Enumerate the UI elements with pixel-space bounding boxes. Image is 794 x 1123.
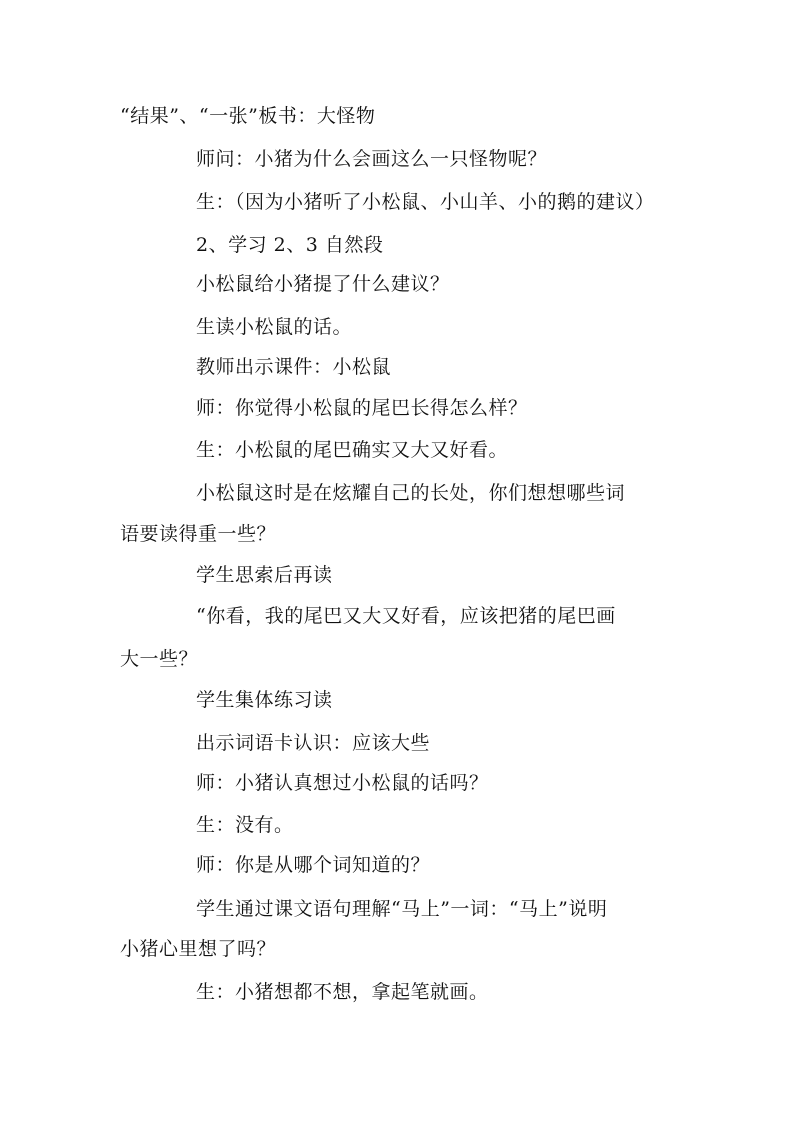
section-heading: 2、学习 2、3 自然段 [196,234,384,256]
text-line: 小松鼠给小猪提了什么建议？ [196,273,450,295]
text-line: 师：你是从哪个词知道的？ [196,854,431,876]
text-line: 小松鼠这时是在炫耀自己的长处，你们想想哪些词 [196,482,626,504]
text-line: 教师出示课件：小松鼠 [196,356,392,378]
text-line: 生：小猪想都不想，拿起笔就画。 [196,981,489,1003]
text-line: 师问：小猪为什么会画这么一只怪物呢？ [196,148,548,170]
text-line: 小猪心里想了吗？ [120,938,277,960]
text-line: “你看，我的尾巴又大又好看，应该把猪的尾巴画 [196,605,616,627]
text-line: 生：小松鼠的尾巴确实又大又好看。 [196,439,509,461]
text-line: 出示词语卡认识：应该大些 [196,732,431,754]
text-line: “结果”、“一张”板书：大怪物 [120,105,376,127]
text-line: 生：（因为小猪听了小松鼠、小山羊、小的鹅的建议） [196,191,655,213]
text-line: 语要读得重一些？ [120,523,277,545]
text-line: 师：小猪认真想过小松鼠的话吗？ [196,772,489,794]
text-line: 生读小松鼠的话。 [196,316,353,338]
text-line: 学生通过课文语句理解“马上”一词：“马上”说明 [196,898,608,920]
text-line: 生：没有。 [196,814,294,836]
text-line: 大一些？ [120,648,199,670]
text-line: 学生集体练习读 [196,689,333,711]
text-line: 师：你觉得小松鼠的尾巴长得怎么样？ [196,397,528,419]
text-line: 学生思索后再读 [196,564,333,586]
